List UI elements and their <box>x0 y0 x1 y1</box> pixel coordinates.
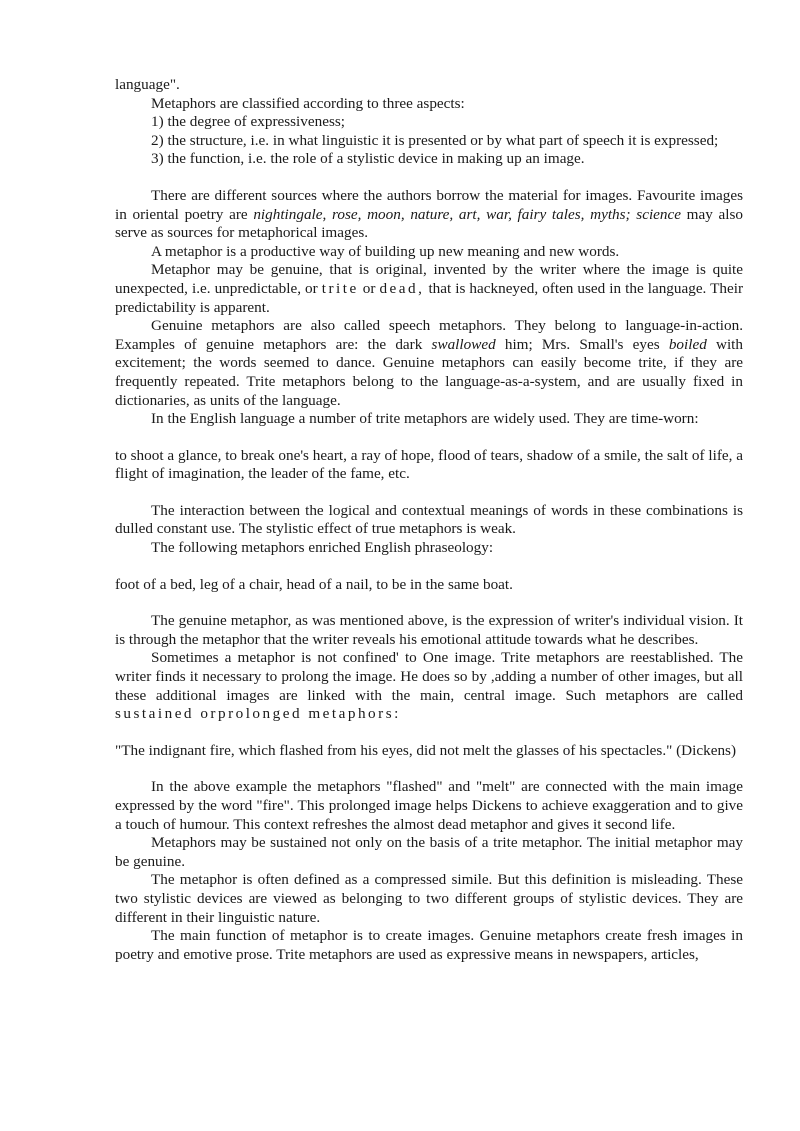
paragraph: The main function of metaphor is to create images. Genuine metaphors create fresh images in poetry and emotive prose. Trite metaphors are used as expressive means in newspapers, articles, <box>115 927 743 963</box>
list-item: 1) the degree of expressiveness; <box>151 113 345 131</box>
list-item: 2) the structure, i.e. in what linguistic it is presented or by what part of speech it is expressed; <box>151 131 719 149</box>
paragraph: In the English language a number of trite metaphors are widely used. They are time-worn: <box>151 410 699 428</box>
paragraph: Metaphors may be sustained not only on the basis of a trite metaphor. The initial metaphor may be genuine. <box>115 834 743 870</box>
spacer <box>115 169 743 187</box>
paragraph: language". <box>115 76 180 93</box>
paragraph: The following metaphors enriched English phraseology: <box>151 539 494 557</box>
spacer <box>115 724 743 742</box>
paragraph: The metaphor is often defined as a compressed simile. But this definition is misleading. These two stylistic devices are viewed as belonging to two different groups of stylistic devices. They are different in their linguistic nature. <box>115 871 743 926</box>
example-block: to shoot a glance, to break one's heart, a ray of hope, flood of tears, shadow of a smile, the salt of life, a flight of imagination, the leader of the fame, etc. <box>115 446 743 483</box>
example-block: foot of a bed, leg of a chair, head of a nail, to be in the same boat. <box>115 575 513 593</box>
spacer <box>115 484 743 502</box>
paragraph: In the above example the metaphors "flashed" and "melt" are connected with the main image expressed by the word "fire". This prolonged image helps Dickens to achieve exaggeration and to give a touch of humour. This context refreshes the almost dead metaphor and gives it second life. <box>115 778 743 833</box>
spacer <box>115 558 743 576</box>
paragraph: There are different sources where the authors borrow the material for images. Favourite images in oriental poetry are nightingale, rose, moon, nature, art, war, fairy tales, myths; science may also serve as sources for metaphorical images. <box>115 186 743 242</box>
paragraph: Sometimes a metaphor is not confined' to One image. Trite metaphors are reestablished. The writer finds it necessary to prolong the image. He does so by ,adding a number of other images, but all these additional images are linked with the main, central image. Such metaphors are called sustained orprolonged metaphors: <box>115 649 743 723</box>
list-item: 3) the function, i.e. the role of a stylistic device in making up an image. <box>151 150 585 168</box>
paragraph: Genuine metaphors are also called speech metaphors. They belong to language-in-action. Examples of genuine metaphors are: the dark swallowed him; Mrs. Small's eyes boiled with excitement; the words seemed to dance. Genuine metaphors can easily become trite, if they are frequently repeated. Trite metaphors belong to the language-as-a-system, and are usually fixed in dictionaries, as units of the language. <box>115 317 743 409</box>
paragraph: The genuine metaphor, as was mentioned above, is the expression of writer's individual vision. It is through the metaphor that the writer reveals his emotional attitude towards what he describes. <box>115 612 743 648</box>
paragraph: A metaphor is a productive way of building up new meaning and new words. <box>151 242 620 260</box>
paragraph: Metaphors are classified according to three aspects: <box>151 94 465 112</box>
quote-block: "The indignant fire, which flashed from his eyes, did not melt the glasses of his spectacles." (Dickens) <box>115 741 737 759</box>
spacer <box>115 594 743 612</box>
paragraph: The interaction between the logical and contextual meanings of words in these combinations is dulled constant use. The stylistic effect of true metaphors is weak. <box>115 501 743 538</box>
spacer <box>115 760 743 778</box>
spacer <box>115 429 743 447</box>
paragraph: Metaphor may be genuine, that is original, invented by the writer where the image is quite unexpected, i.e. unpredictable, or trite or dead, that is hackneyed, often used in the language. Their predictability is apparent. <box>115 261 744 316</box>
